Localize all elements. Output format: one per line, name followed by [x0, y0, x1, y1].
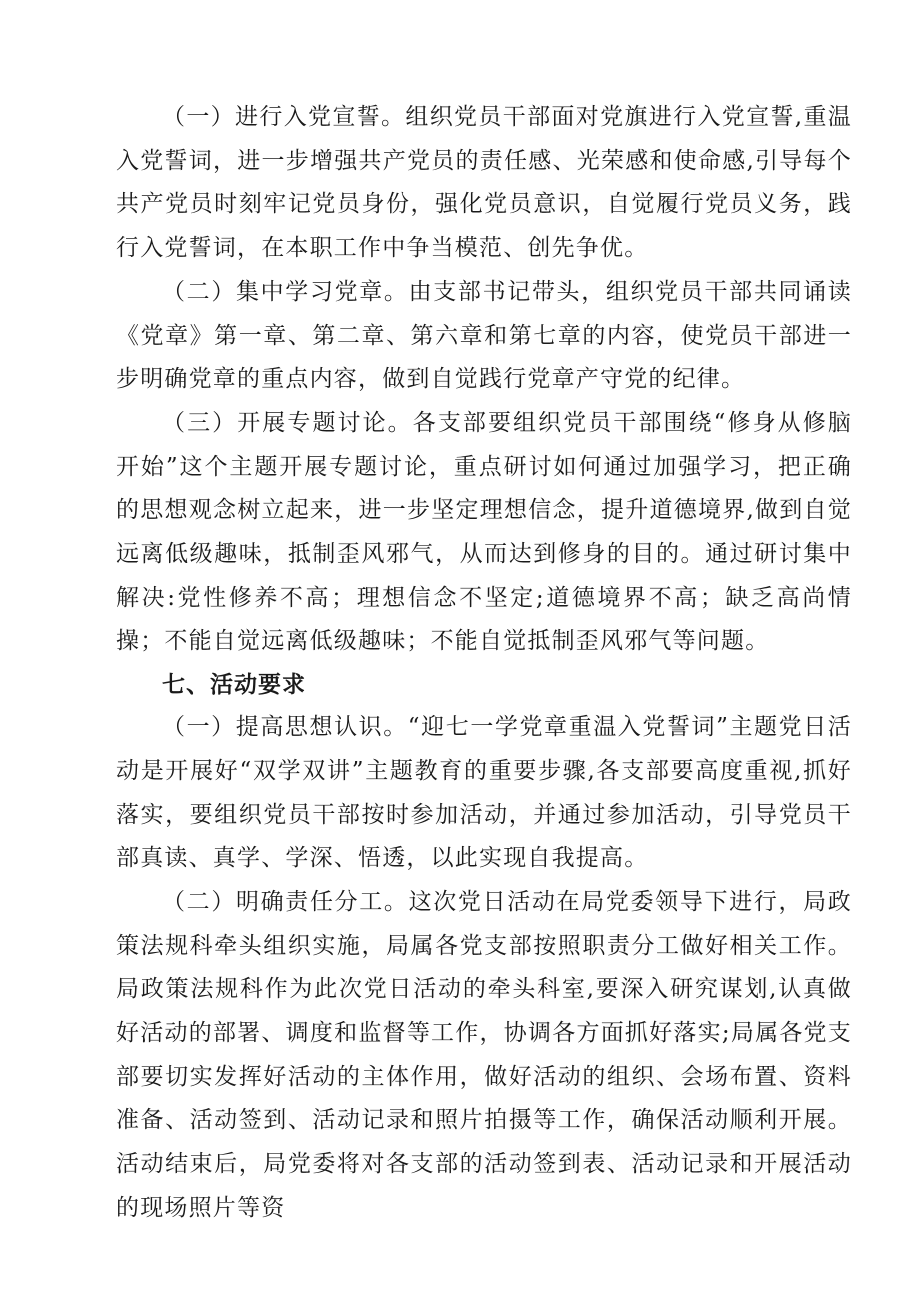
paragraph-study-charter: （二）集中学习党章。由支部书记带头，组织党员干部共同诵读《党章》第一章、第二章、第六章和第七章的内容，使党员干部进一步明确党章的重点内容，做到自觉践行党章产守党的纪律。 — [116, 278, 852, 393]
section-heading: 七、活动要求 — [162, 672, 306, 699]
paragraph-responsibility: （二）明确责任分工。这次党日活动在局党委领导下进行，局政策法规科牵头组织实施，局属各党支部按照职责分工做好相关工作。局政策法规科作为此次党日活动的牵头科室,要深入研究谋划,认真做好活动的部署、调度和监督等工作，协调各方面抓好落实;局属各党支部要切实发挥好活动的主体作用，做好活动的组织、会场布置、资料准备、活动签到、活动记录和照片拍摄等工作，确保活动顺利开展。活动结束后，局党委将对各支部的活动签到表、活动记录和开展活动的现场照片等资 — [116, 888, 852, 1221]
document-page — [116, 96, 852, 1231]
paragraph-discussion: （三）开展专题讨论。各支部要组织党员干部围绕“修身从修脑开始”这个主题开展专题讨论，重点研讨如何通过加强学习，把正确的思想观念树立起来，进一步坚定理想信念，提升道德境界,做到自觉远离低级趣味，抵制歪风邪气，从而达到修身的目的。通过研讨集中解决:党性修养不高；理想信念不坚定;道德境界不高；缺乏高尚情操；不能自觉远离低级趣味；不能自觉抵制歪风邪气等问题。 — [116, 409, 852, 655]
paragraph-oath: （一）进行入党宣誓。组织党员干部面对党旗进行入党宣誓,重温入党誓词，进一步增强共产党员的责任感、光荣感和使命感,引导每个共产党员时刻牢记党员身份，强化党员意识，自觉履行党员义务，践行入党誓词，在本职工作中争当模范、创先争优。 — [116, 104, 852, 262]
paragraph-awareness: （一）提高思想认识。“迎七一学党章重温入党誓词”主题党日活动是开展好“双学双讲”主题教育的重要步骤,各支部要高度重视,抓好落实，要组织党员干部按时参加活动，并通过参加活动，引导党员干部真读、真学、学深、悟透，以此实现自我提高。 — [116, 714, 852, 872]
